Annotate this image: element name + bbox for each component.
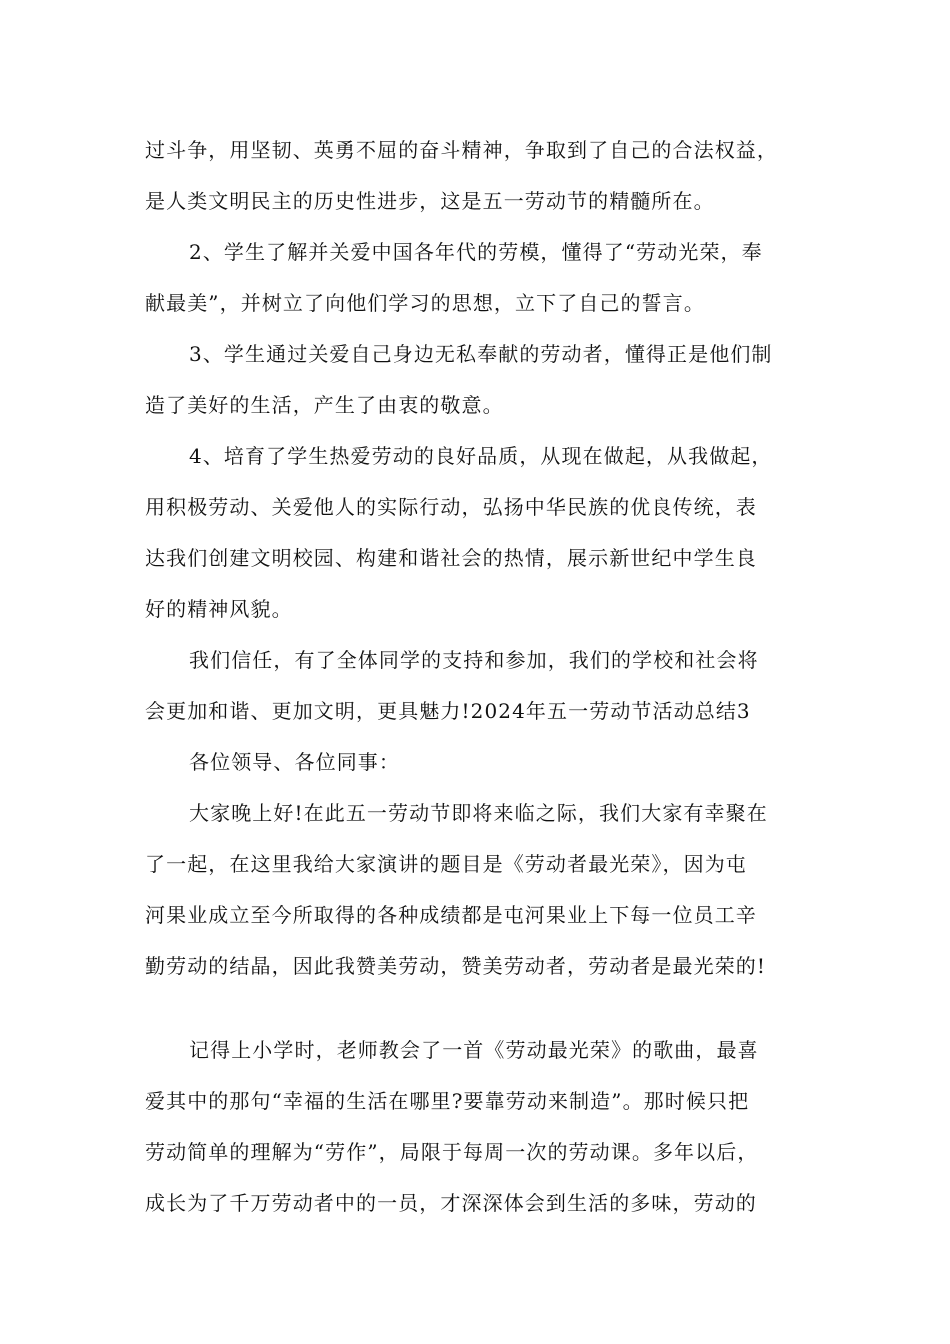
- text-line: 了一起，在这里我给大家演讲的题目是《劳动者最光荣》，因为屯: [145, 852, 747, 876]
- text-line: 成长为了千万劳动者中的一员，才深深体会到生活的多味，劳动的: [145, 1191, 757, 1215]
- text-line: 劳动简单的理解为“劳作”，局限于每周一次的劳动课。多年以后，: [145, 1140, 759, 1164]
- text-line: 会更加和谐、更加文明，更具魅力!2024年五一劳动节活动总结3: [145, 699, 751, 723]
- text-line: 过斗争，用坚韧、英勇不屈的奋斗精神，争取到了自己的合法权益，: [145, 138, 778, 162]
- text-line: 达我们创建文明校园、构建和谐社会的热情，展示新世纪中学生良: [145, 546, 757, 570]
- text-line: 2、学生了解并关爱中国各年代的劳模，懂得了“劳动光荣，奉: [189, 240, 763, 264]
- text-line: 献最美”，并树立了向他们学习的思想，立下了自己的誓言。: [145, 291, 705, 315]
- text-line: 是人类文明民主的历史性进步，这是五一劳动节的精髓所在。: [145, 189, 715, 213]
- text-line: 3、学生通过关爱自己身边无私奉献的劳动者，懂得正是他们制: [189, 342, 773, 366]
- text-line: 4、培育了学生热爱劳动的良好品质，从现在做起，从我做起，: [189, 444, 773, 468]
- text-line: 大家晚上好!在此五一劳动节即将来临之际，我们大家有幸聚在: [189, 801, 768, 825]
- text-block-main: [145, 125, 825, 992]
- text-line: 勤劳动的结晶，因此我赞美劳动，赞美劳动者，劳动者是最光荣的!: [145, 954, 767, 978]
- text-line: 我们信任，有了全体同学的支持和参加，我们的学校和社会将: [189, 648, 759, 672]
- text-line: 各位领导、各位同事：: [189, 750, 400, 774]
- text-line: 爱其中的那句“幸福的生活在哪里?要靠劳动来制造”。那时候只把: [145, 1089, 750, 1113]
- text-line: 河果业成立至今所取得的各种成绩都是屯河果业上下每一位员工辛: [145, 903, 757, 927]
- text-block-second: [145, 1025, 825, 1229]
- text-line: 记得上小学时，老师教会了一首《劳动最光荣》的歌曲，最喜: [189, 1038, 759, 1062]
- text-line: 好的精神风貌。: [145, 597, 293, 621]
- text-line: 造了美好的生活，产生了由衷的敬意。: [145, 393, 504, 417]
- text-line: 用积极劳动、关爱他人的实际行动，弘扬中华民族的优良传统，表: [145, 495, 757, 519]
